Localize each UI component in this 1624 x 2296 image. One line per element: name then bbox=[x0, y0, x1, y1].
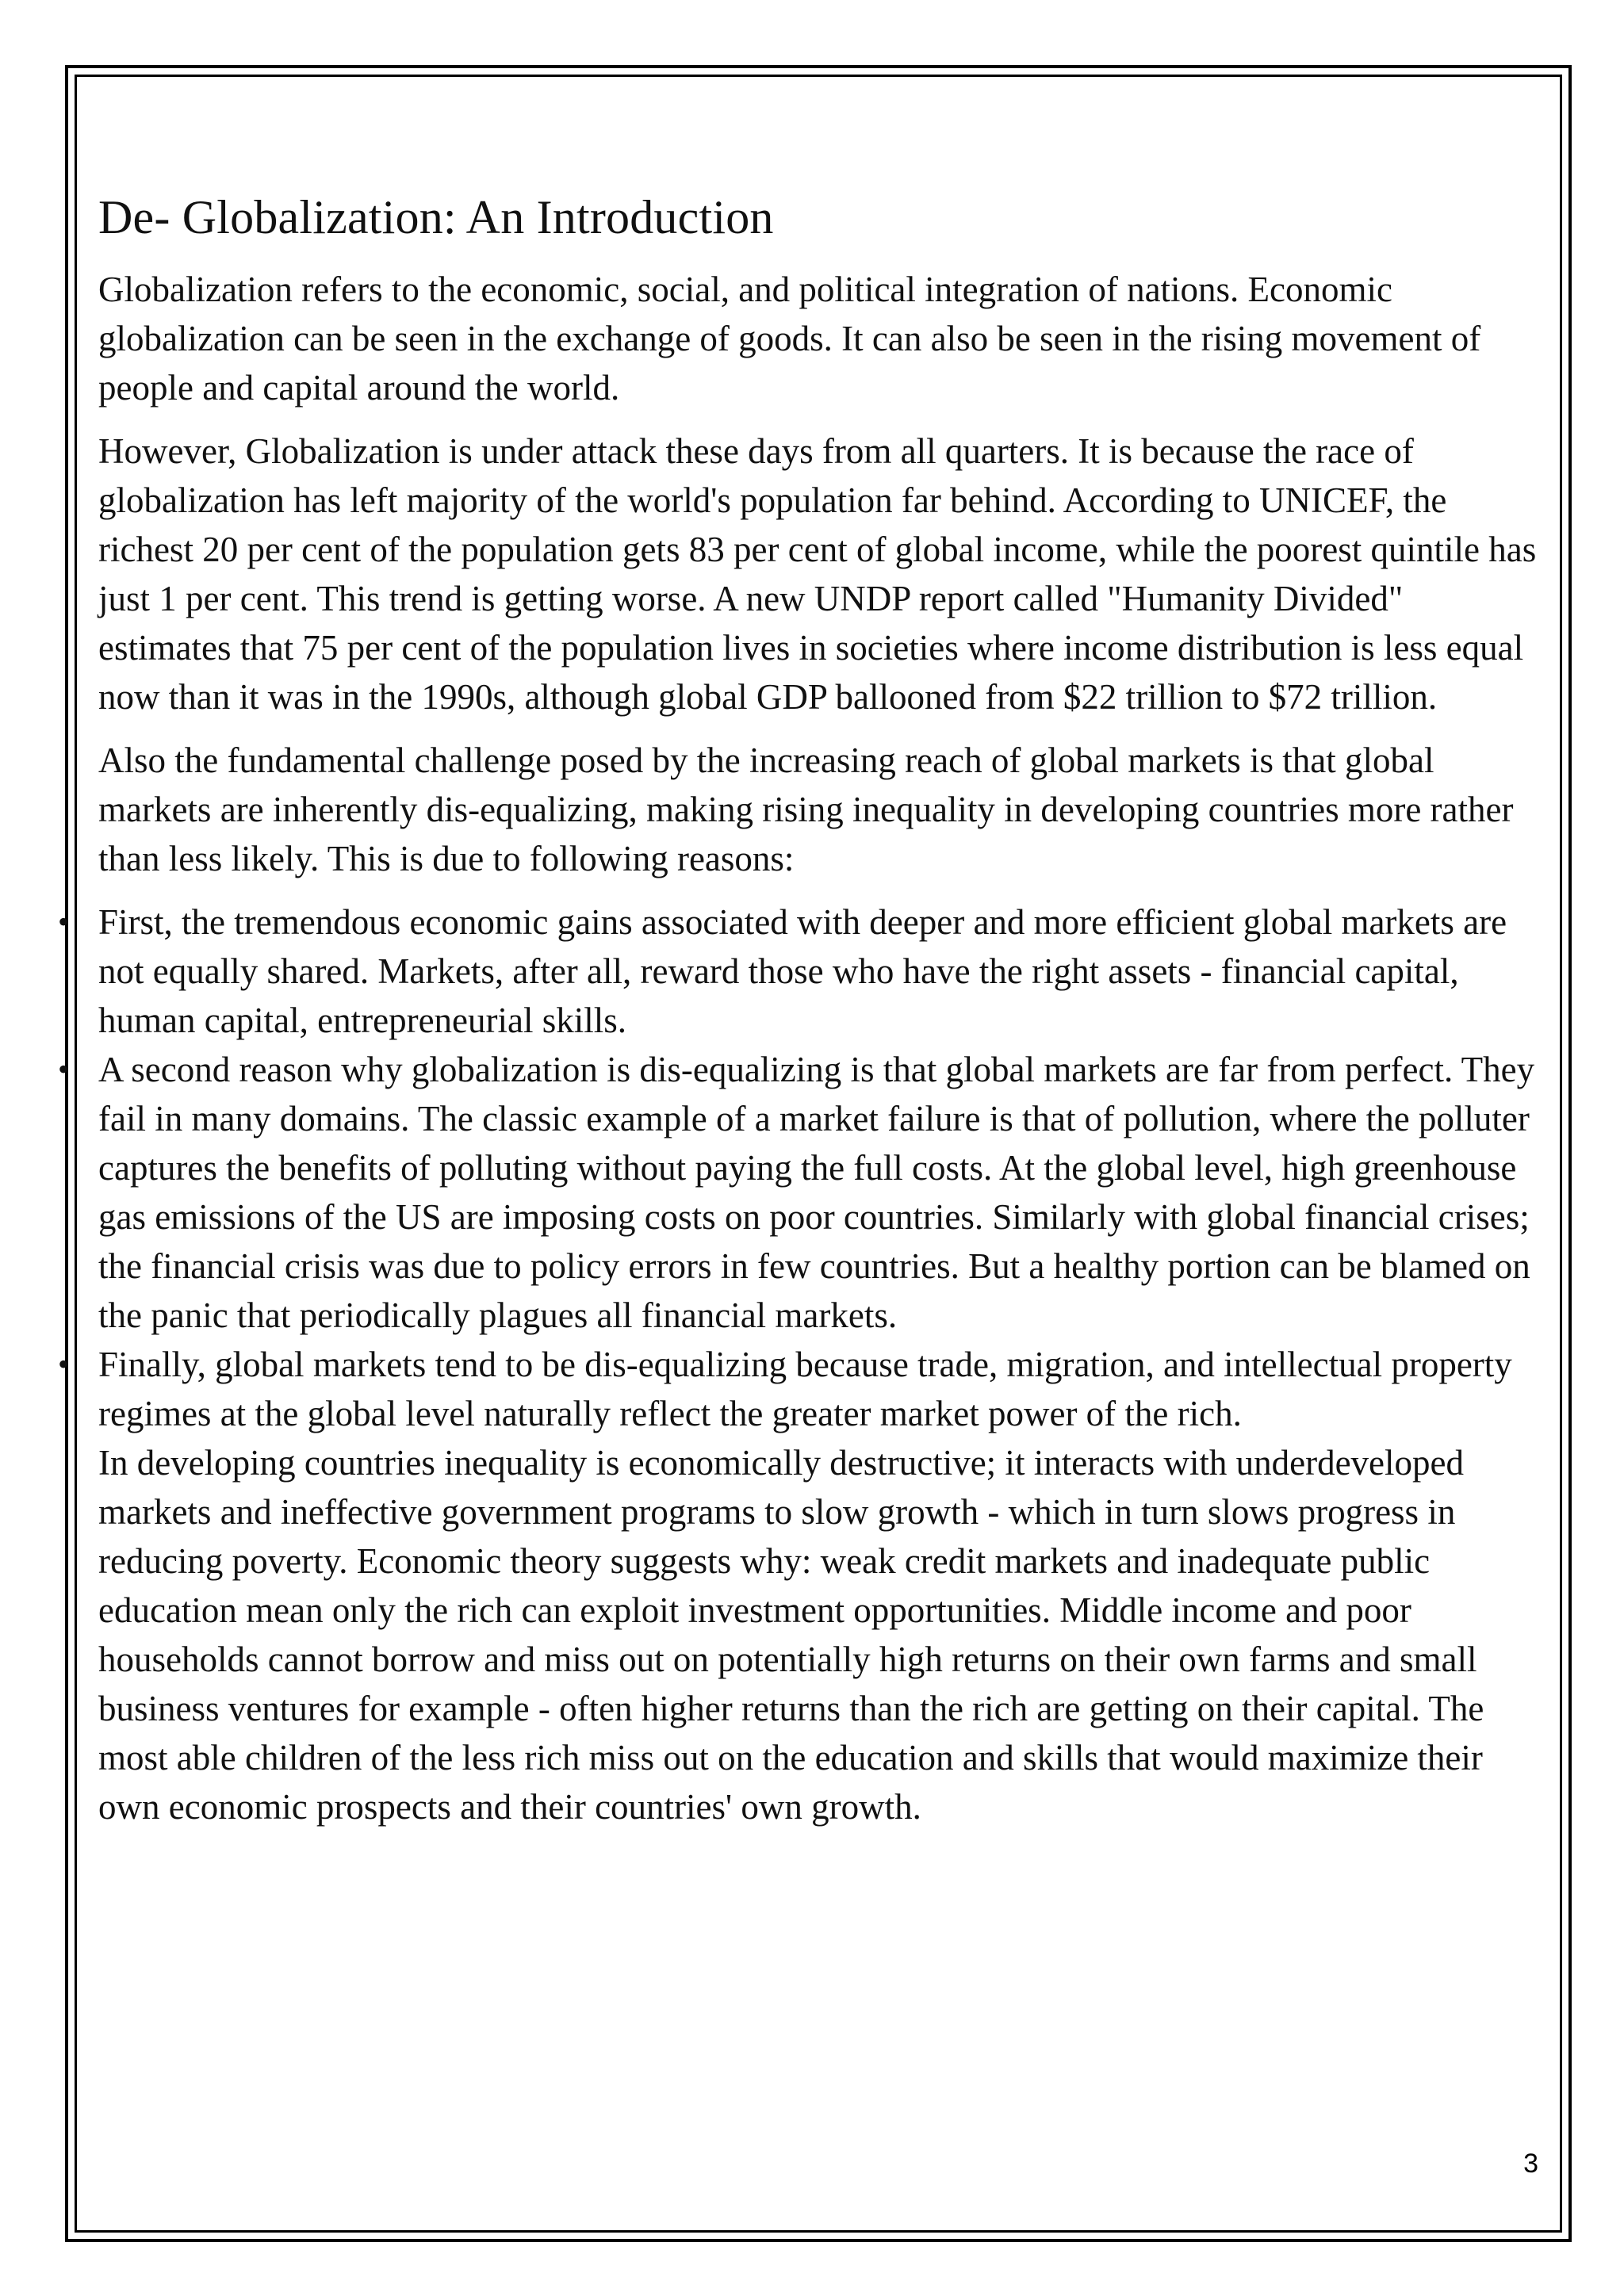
bullet-icon: • bbox=[57, 1346, 69, 1382]
page-number: 3 bbox=[1523, 2149, 1538, 2179]
list-item-text: First, the tremendous economic gains associated with deeper and more efficient global markets are not equally shared. Markets, after all, reward those who have the right assets - financial capital, human capital, entrepreneurial skills. bbox=[98, 902, 1507, 1040]
list-item bbox=[57, 1045, 1542, 1340]
bullet-icon: • bbox=[57, 1051, 69, 1087]
list-item-text: Finally, global markets tend to be dis-equalizing because trade, migration, and intellectual property regimes at the global level naturally reflect the greater market power of the rich. bbox=[98, 1345, 1512, 1433]
list-item bbox=[57, 1340, 1542, 1438]
paragraph-2: However, Globalization is under attack these days from all quarters. It is because the race of globalization has left majority of the world's population far behind. According to UNICEF, the richest 20 per cent of the population gets 83 per cent of global income, while the poorest quintile has just 1 per cent. This trend is getting worse. A new UNDP report called "Humanity Divided" estimates that 75 per cent of the population lives in societies where income distribution is less equal now than it was in the 1990s, although global GDP ballooned from $22 trillion to $72 trillion. bbox=[98, 431, 1537, 717]
bullet-icon: • bbox=[57, 904, 69, 939]
reasons-list bbox=[57, 897, 1542, 1438]
document-body bbox=[57, 187, 1542, 1846]
list-item bbox=[57, 897, 1542, 1045]
page-title: De- Globalization: An Introduction bbox=[98, 191, 774, 243]
paragraph-3: Also the fundamental challenge posed by the increasing reach of global markets is that global markets are inherently dis-equalizing, making rising inequality in developing countries more rather than less likely. This is due to following reasons: bbox=[98, 740, 1514, 878]
paragraph-1: Globalization refers to the economic, social, and political integration of nations. Economic globalization can be seen in the exchange of goods. It can also be seen in the rising movement of people and capital around the world. bbox=[98, 270, 1481, 408]
closing-paragraph: In developing countries inequality is economically destructive; it interacts with underdeveloped markets and ineffective government programs to slow growth - which in turn slows progress in reducing poverty. Economic theory suggests why: weak credit markets and inadequate public education mean only the rich can exploit investment opportunities. Middle income and poor households cannot borrow and miss out on potentially high returns on their own farms and small business ventures for example - often higher returns than the rich are getting on their capital. The most able children of the less rich miss out on the education and skills that would maximize their own economic prospects and their countries' own growth. bbox=[98, 1443, 1484, 1827]
list-item-text: A second reason why globalization is dis-equalizing is that global markets are far from perfect. They fail in many domains. The classic example of a market failure is that of pollution, where the polluter captures the benefits of polluting without paying the full costs. At the global level, high greenhouse gas emissions of the US are imposing costs on poor countries. Similarly with global financial crises; the financial crisis was due to policy errors in few countries. But a healthy portion can be blamed on the panic that periodically plagues all financial markets. bbox=[98, 1050, 1535, 1335]
